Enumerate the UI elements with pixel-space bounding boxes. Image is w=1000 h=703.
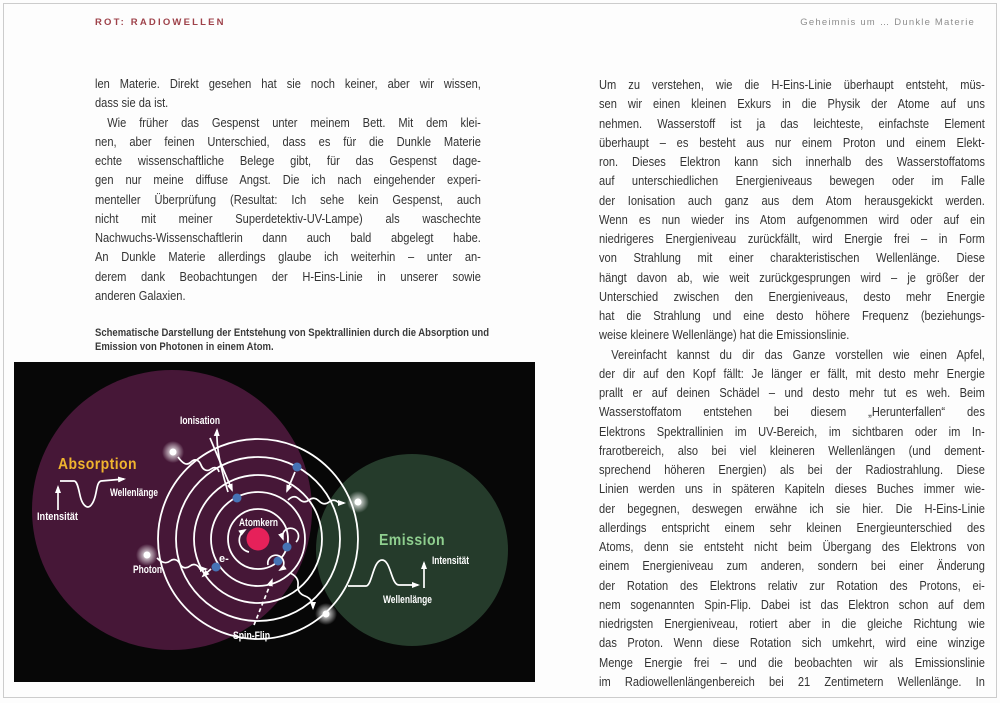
electron-dot bbox=[283, 543, 292, 552]
emission-y-label: Intensität bbox=[432, 555, 470, 567]
spectral-line-diagram bbox=[14, 362, 535, 682]
text-line: gen nur meine diffuse Angst. Die ich nach eingehender experi- bbox=[95, 173, 481, 188]
text-line: sprechend höheren Energien) als bei der Radiostrahlung. Diese bbox=[599, 463, 985, 477]
text-line: dass sie da ist. bbox=[95, 96, 169, 111]
text-line: Wasserstoffatom entstehen bei diesem „Herunterfallen“ des bbox=[599, 405, 985, 420]
photon-core bbox=[323, 611, 330, 618]
nucleus bbox=[247, 528, 270, 551]
text-line: echte wissenschaftliche Belege gibt, für das Gespenst dage- bbox=[95, 154, 481, 168]
text-line: auf unterschiedlichen Energieniveaus bewegen oder im Falle bbox=[599, 174, 985, 189]
absorption-y-label: Intensität bbox=[37, 511, 79, 523]
right-page-text-column bbox=[599, 76, 985, 692]
text-line: Linien werden uns in späteren Kapiteln dieses Buches immer wie- bbox=[599, 482, 985, 497]
left-page-text-column bbox=[95, 75, 481, 306]
text-line: das Proton. Wenn diese Rotation sich umkehrt, wird eine winzige bbox=[599, 636, 985, 651]
text-line: prallt er auf deinen Schädel – und desto mehr tut es weh. Beim bbox=[599, 386, 985, 400]
spin-flip-label: Spin-Flip bbox=[233, 630, 271, 642]
text-line: der Ionisation auch ganz aus dem Atom herausgekickt werden. bbox=[599, 193, 985, 208]
text-line: Wenn es nun wieder ins Atom aufgenommen wird oder auf ein bbox=[599, 212, 985, 227]
figure-caption bbox=[95, 327, 505, 355]
photon-label: Photon bbox=[133, 564, 163, 576]
text-line: Atoms, denn sie entsteht nicht beim Übergang des Elektrons von bbox=[599, 540, 985, 554]
text-line: menteller Überprüfung (Resultat: Ich sehe kein Gespenst, auch bbox=[95, 192, 481, 207]
photon-core bbox=[144, 552, 151, 559]
text-line: nem sogenannten Spin-Flip. Dabei ist das Elektron schon auf dem bbox=[599, 597, 985, 612]
text-line: frarotbereich, also bei viel kleineren Wellenlängen (und dement- bbox=[599, 443, 985, 458]
text-line: Um zu verstehen, wie die H-Eins-Linie überhaupt entsteht, müs- bbox=[599, 78, 985, 92]
text-line: Menge Energie frei – und die beobachten wir als Emissionslinie bbox=[599, 655, 985, 670]
text-line: allerdings entspricht einem sehr kleinen Energieunterschied des bbox=[599, 520, 985, 535]
text-line: Nachwuchs-Wissenschaftlerin dann auch bald abgelegt habe. bbox=[95, 231, 481, 245]
text-line: hängt davon ab, wie weit zurückgesprungen wird – je größer der bbox=[599, 270, 985, 285]
emission-x-label: Wellenlänge bbox=[383, 594, 432, 606]
absorption-x-label: Wellenlänge bbox=[110, 487, 158, 499]
photon-core bbox=[355, 499, 362, 506]
text-line: Elektrons Spektrallinien im UV-Bereich, im sichtbaren oder im In- bbox=[599, 424, 985, 439]
text-line: der dir auf den Kopf fällt: Je länger er fällt, mit desto mehr Energie bbox=[599, 366, 985, 381]
text-line: Emission von Photonen in einem Atom. bbox=[95, 340, 274, 353]
text-line: len Materie. Direkt gesehen hat sie noch keiner, aber wir wissen, bbox=[95, 77, 481, 91]
text-line: ron. Dieses Elektron kann sich innerhalb des Wasserstoffatoms bbox=[599, 155, 985, 169]
text-line: Schematische Darstellung der Entstehung von Spektrallinien durch die Absorption und bbox=[95, 327, 490, 339]
text-line: überhaupt – es besteht aus nur einem Proton und einem Elekt- bbox=[599, 135, 985, 150]
text-line: niedrigeres Energieniveau zurückfällt, wird Energie frei – in Form bbox=[599, 232, 985, 246]
text-line: im Radiowellenlängenbereich bei 21 Zentimetern Wellenlänge. In bbox=[599, 674, 985, 689]
text-line: hat die Strahlung und eine desto höhere Frequenz (beziehungs- bbox=[599, 309, 985, 323]
text-line: nicht mit meiner Superdetektiv-UV-Lampe) als waschechte bbox=[95, 211, 481, 226]
text-line: der Rotation des Elektrons relativ zur Rotation des Protons, ei- bbox=[599, 578, 985, 593]
text-line: Vereinfacht kannst du dir das Ganze vorstellen wie einen Apfel, bbox=[611, 347, 985, 362]
emission-region bbox=[316, 454, 508, 646]
ionisation-label: Ionisation bbox=[180, 415, 221, 427]
electron-dot bbox=[233, 494, 242, 503]
text-line: nehmen. Wasserstoff ist ja das leichteste, einfachste Element bbox=[599, 116, 985, 131]
text-line: einem Energieniveau zum anderen, sondern bei einer Änderung bbox=[599, 559, 985, 574]
electron-dot bbox=[212, 563, 221, 572]
electron-dot bbox=[293, 463, 302, 472]
text-line: der begegnen, deswegen erwähne ich sie hier. Die H-Eins-Linie bbox=[599, 501, 985, 516]
text-line: Unterschied zwischen den Energieniveaus, desto mehr Energie bbox=[599, 289, 985, 304]
absorption-region bbox=[32, 370, 312, 650]
text-line: sen wir einen kleinen Exkurs in die Physik der Atome auf uns bbox=[599, 97, 985, 112]
section-header: Geheimnis um … Dunkle Materie bbox=[800, 17, 975, 28]
electron-label: e- bbox=[219, 553, 229, 565]
chapter-header: ROT: RADIOWELLEN bbox=[95, 17, 226, 28]
text-line: weise kleinere Wellenlänge) hat die Emissionslinie. bbox=[599, 328, 850, 343]
photon-core bbox=[170, 449, 177, 456]
nucleus-label: Atomkern bbox=[239, 517, 279, 529]
absorption-title: Absorption bbox=[58, 456, 137, 473]
text-line: niedrigsten Energieniveau, rotiert aber in die gleiche Richtung wie bbox=[599, 617, 985, 631]
text-line: Wie früher das Gespenst unter meinem Bett. Mit dem klei- bbox=[107, 115, 481, 130]
emission-title: Emission bbox=[379, 532, 445, 549]
text-line: An Dunkle Materie allerdings glaube ich weiterhin – unter an- bbox=[95, 250, 481, 265]
text-line: derem dank Beobachtungen der H-Eins-Linie in unserer sowie bbox=[95, 269, 481, 284]
text-line: nen, aber feinen Unterschied, dass es für die Dunkle Materie bbox=[95, 134, 481, 149]
text-line: von Strahlung mit einer charakteristischen Wellenlänge. Diese bbox=[599, 251, 985, 266]
text-line: anderen Galaxien. bbox=[95, 288, 186, 303]
